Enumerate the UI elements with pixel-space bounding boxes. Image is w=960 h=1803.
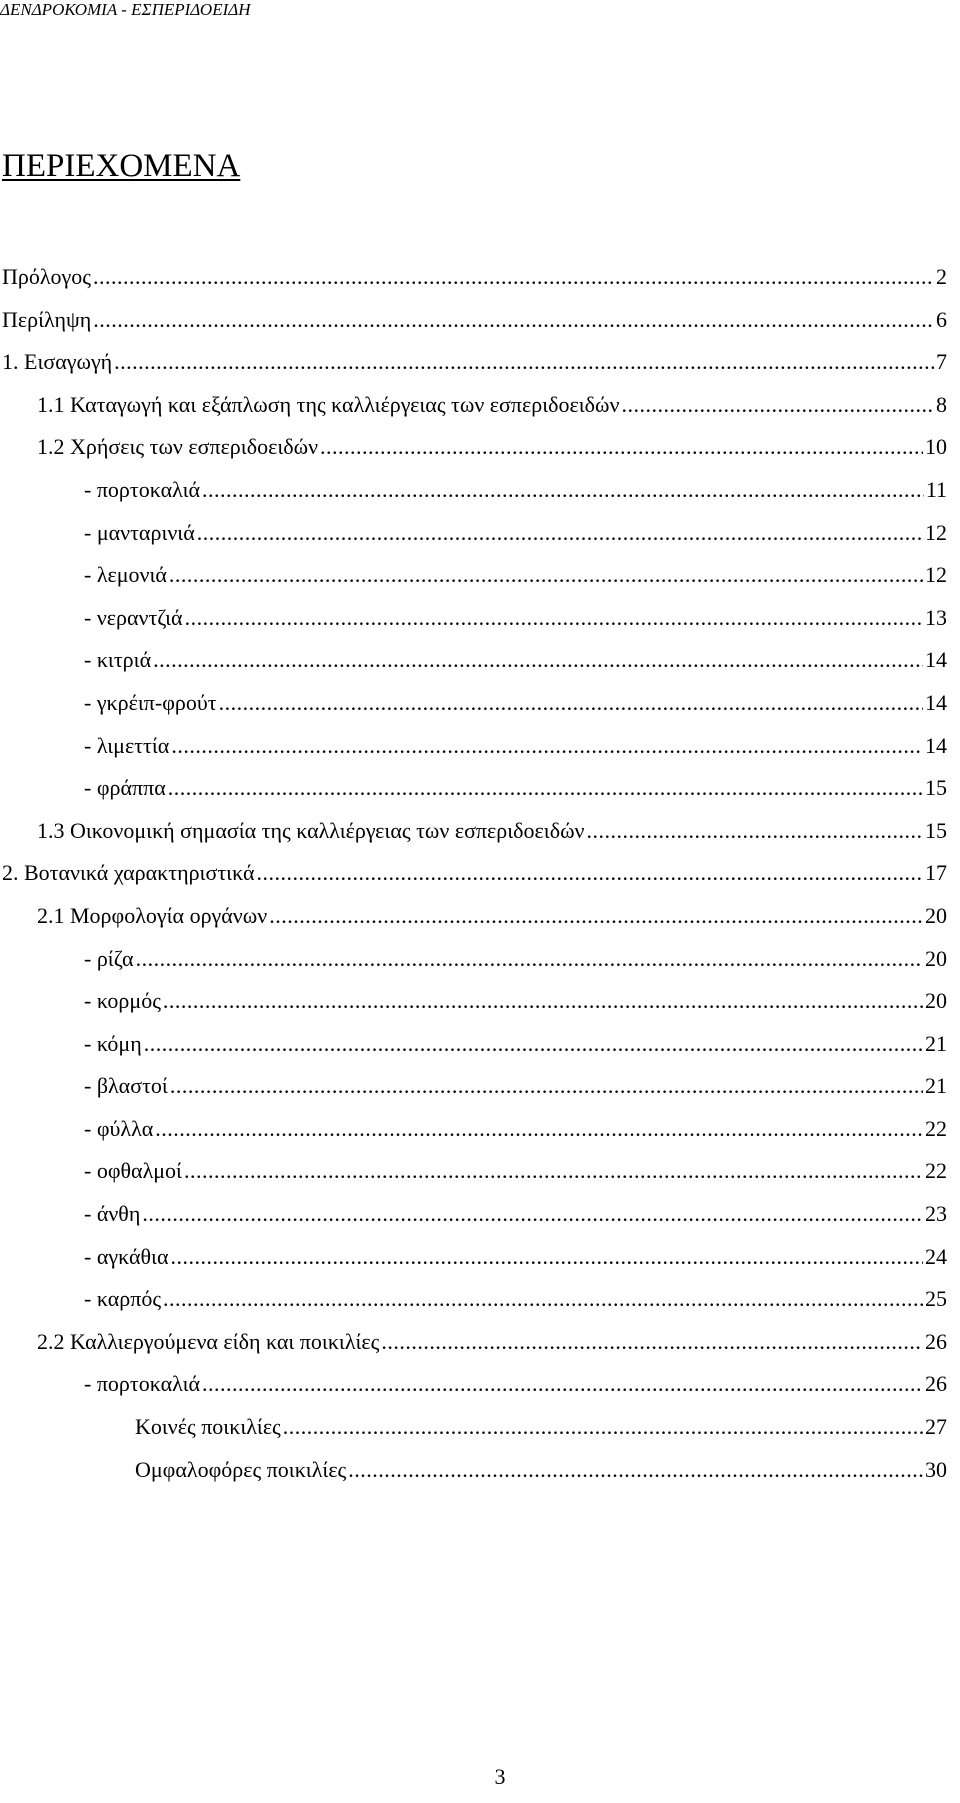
toc-entry-page: 26	[925, 1371, 947, 1397]
toc-dot-leader	[153, 645, 923, 675]
toc-entry-page: 12	[925, 519, 947, 545]
toc-entry[interactable]	[0, 347, 947, 390]
toc-entry-page: 23	[925, 1201, 947, 1227]
table-of-contents	[0, 262, 947, 1497]
toc-entry-page: 17	[925, 860, 947, 886]
toc-dot-leader	[197, 518, 923, 548]
running-header: ΔΕΝΔΡΟΚΟΜΙΑ - ΕΣΠΕΡΙΔΟΕΙΔΗ	[0, 0, 251, 19]
toc-entry-page: 22	[925, 1158, 947, 1184]
toc-entry-page: 21	[925, 1073, 947, 1099]
toc-entry-page: 13	[925, 604, 947, 630]
toc-entry-label: 2. Βοτανικά χαρακτηριστικά	[2, 860, 255, 886]
toc-entry[interactable]	[0, 858, 947, 901]
toc-dot-leader	[170, 1071, 923, 1101]
toc-entry-label: - λιμεττία	[84, 732, 170, 758]
toc-entry[interactable]	[0, 305, 947, 348]
toc-dot-leader	[202, 475, 924, 505]
toc-entry[interactable]	[0, 1412, 947, 1455]
toc-entry-page: 14	[925, 647, 947, 673]
toc-entry-label: 2.2 Καλλιεργούμενα είδη και ποικιλίες	[37, 1328, 380, 1354]
toc-dot-leader	[348, 1455, 923, 1485]
toc-entry-label: - καρπός	[84, 1286, 162, 1312]
toc-dot-leader	[185, 603, 923, 633]
toc-entry-label: Κοινές ποικιλίες	[135, 1414, 281, 1440]
toc-entry[interactable]	[0, 816, 947, 859]
toc-dot-leader	[169, 560, 923, 590]
toc-entry[interactable]	[0, 688, 947, 731]
toc-entry[interactable]	[0, 1071, 947, 1114]
toc-entry[interactable]	[0, 1327, 947, 1370]
toc-dot-leader	[163, 1284, 923, 1314]
toc-dot-leader	[168, 773, 923, 803]
toc-dot-leader	[155, 1114, 923, 1144]
toc-entry[interactable]	[0, 390, 947, 433]
toc-entry[interactable]	[0, 1199, 947, 1242]
toc-entry[interactable]	[0, 1029, 947, 1072]
toc-dot-leader	[202, 1369, 923, 1399]
toc-entry-label: - γκρέιπ-φρούτ	[84, 689, 217, 715]
toc-entry-label: Ομφαλοφόρες ποικιλίες	[135, 1456, 347, 1482]
toc-entry-label: - μανταρινιά	[84, 519, 195, 545]
toc-entry-label: 1.2 Χρήσεις των εσπεριδοειδών	[37, 434, 319, 460]
toc-entry-label: - πορτοκαλιά	[84, 476, 201, 502]
toc-dot-leader	[163, 986, 923, 1016]
toc-entry-label: - κιτριά	[84, 647, 152, 673]
toc-dot-leader	[170, 1242, 923, 1272]
toc-entry-page: 6	[936, 306, 947, 332]
toc-entry-page: 26	[925, 1328, 947, 1354]
toc-entry-label: 1.3 Οικονομική σημασία της καλλιέργειας των εσπεριδοειδών	[37, 817, 585, 843]
toc-entry-page: 14	[925, 689, 947, 715]
toc-dot-leader	[93, 262, 934, 292]
toc-dot-leader	[219, 688, 923, 718]
toc-entry-page: 20	[925, 945, 947, 971]
toc-entry-label: - βλαστοί	[84, 1073, 168, 1099]
toc-entry-page: 7	[936, 349, 947, 375]
toc-entry[interactable]	[0, 944, 947, 987]
toc-entry[interactable]	[0, 560, 947, 603]
toc-dot-leader	[93, 305, 934, 335]
toc-entry[interactable]	[0, 475, 947, 518]
toc-dot-leader	[184, 1156, 923, 1186]
toc-entry-label: - αγκάθια	[84, 1243, 169, 1269]
toc-entry-label: 2.1 Μορφολογία οργάνων	[37, 902, 268, 928]
toc-entry[interactable]	[0, 603, 947, 646]
toc-entry[interactable]	[0, 773, 947, 816]
toc-entry-label: - άνθη	[84, 1201, 141, 1227]
toc-entry-page: 20	[925, 988, 947, 1014]
page-title: ΠΕΡΙΕΧΟΜΕΝΑ	[2, 148, 241, 184]
toc-dot-leader	[587, 816, 924, 846]
toc-entry-label: - ρίζα	[84, 945, 134, 971]
toc-entry-page: 25	[925, 1286, 947, 1312]
toc-entry-label: - φράππα	[84, 775, 166, 801]
toc-entry-label: 1.1 Καταγωγή και εξάπλωση της καλλιέργειας των εσπεριδοειδών	[37, 391, 620, 417]
toc-entry[interactable]	[0, 1242, 947, 1285]
toc-entry-label: 1. Εισαγωγή	[2, 349, 113, 375]
toc-dot-leader	[171, 731, 923, 761]
toc-entry[interactable]	[0, 645, 947, 688]
toc-entry-label: - οφθαλμοί	[84, 1158, 182, 1184]
toc-entry[interactable]	[0, 262, 947, 305]
toc-entry[interactable]	[0, 432, 947, 475]
toc-entry-page: 30	[925, 1456, 947, 1482]
toc-entry-label: - νεραντζιά	[84, 604, 183, 630]
toc-entry-label: - κορμός	[84, 988, 161, 1014]
toc-entry-label: - κόμη	[84, 1030, 142, 1056]
toc-entry-page: 10	[925, 434, 947, 460]
toc-entry-page: 15	[925, 775, 947, 801]
toc-entry-page: 15	[925, 817, 947, 843]
page-number: 3	[494, 1764, 506, 1789]
toc-entry-page: 2	[936, 264, 947, 289]
toc-dot-leader	[283, 1412, 923, 1442]
toc-entry-label: - λεμονιά	[84, 562, 167, 588]
toc-entry[interactable]	[0, 518, 947, 561]
toc-entry[interactable]	[0, 1455, 947, 1498]
toc-entry-page: 8	[936, 391, 947, 417]
toc-entry-label: Περίληψη	[2, 306, 92, 332]
toc-entry-page: 14	[925, 732, 947, 758]
toc-entry[interactable]	[0, 1156, 947, 1199]
toc-entry-page: 11	[925, 476, 947, 502]
toc-entry[interactable]	[0, 1114, 947, 1157]
toc-dot-leader	[142, 1199, 923, 1229]
toc-entry-page: 24	[925, 1243, 947, 1269]
toc-dot-leader	[144, 1029, 923, 1059]
toc-entry-page: 21	[925, 1030, 947, 1056]
toc-entry-label: - φύλλα	[84, 1115, 154, 1141]
toc-dot-leader	[621, 390, 934, 420]
toc-entry[interactable]	[0, 986, 947, 1029]
toc-entry-page: 27	[925, 1414, 947, 1440]
toc-entry[interactable]	[0, 731, 947, 774]
toc-dot-leader	[269, 901, 923, 931]
toc-dot-leader	[257, 858, 923, 888]
toc-dot-leader	[320, 432, 923, 462]
toc-entry[interactable]	[0, 1369, 947, 1412]
toc-dot-leader	[114, 347, 934, 377]
toc-entry[interactable]	[0, 901, 947, 944]
toc-entry-page: 22	[925, 1115, 947, 1141]
toc-entry-page: 20	[925, 902, 947, 928]
toc-entry-label: Πρόλογος	[2, 264, 91, 289]
toc-dot-leader	[381, 1327, 923, 1357]
toc-entry[interactable]	[0, 1284, 947, 1327]
toc-entry-label: - πορτοκαλιά	[84, 1371, 201, 1397]
toc-entry-page: 12	[925, 562, 947, 588]
toc-dot-leader	[136, 944, 923, 974]
